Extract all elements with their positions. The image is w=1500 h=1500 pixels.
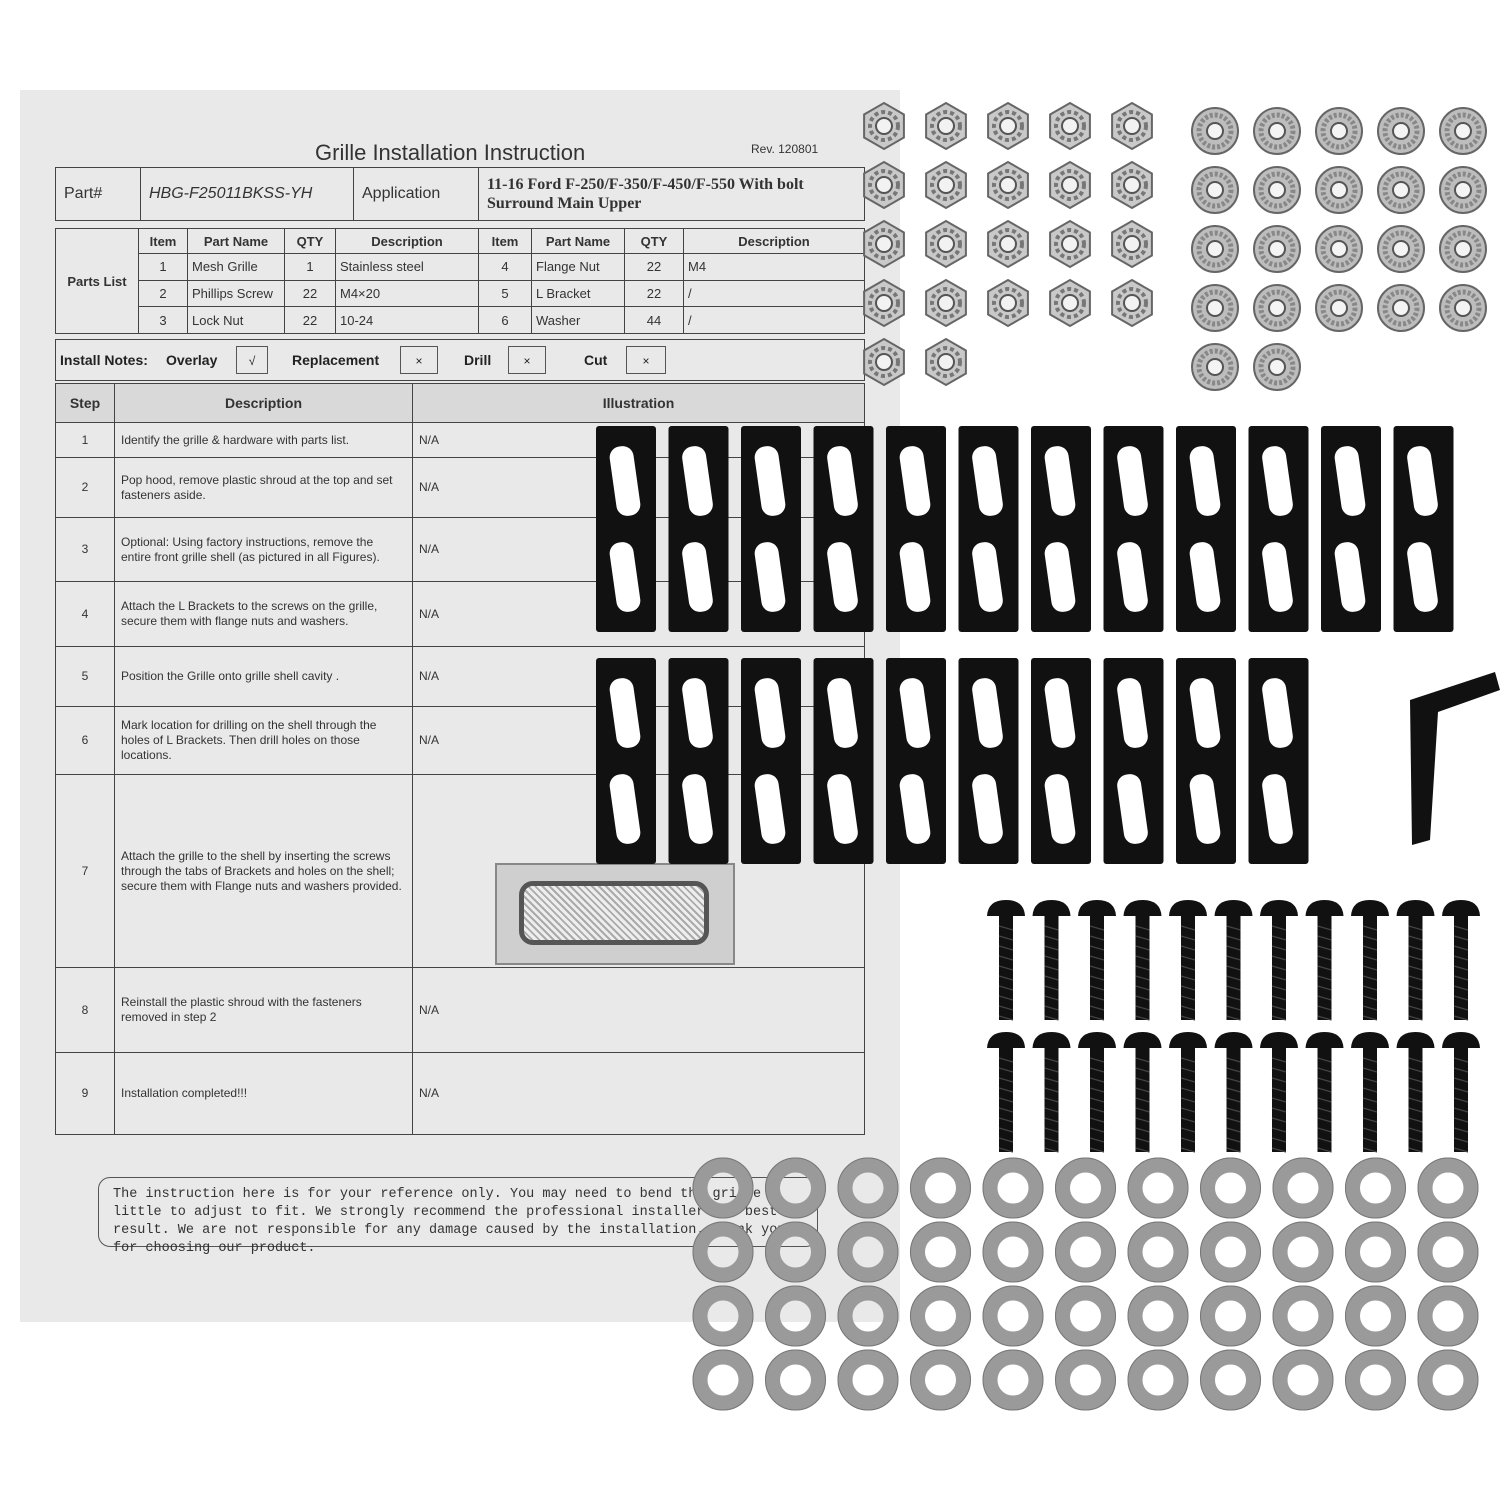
step-description: Installation completed!!! (115, 1052, 413, 1134)
step-number: 5 (56, 646, 115, 706)
l-bracket (669, 658, 729, 864)
step-illustration: N/A (413, 706, 865, 774)
step-illustration: N/A (413, 423, 865, 458)
notes-overlay-label: Overlay (166, 352, 218, 368)
washer (1128, 1158, 1188, 1218)
step-illustration: N/A (413, 646, 865, 706)
notes-cut-label: Cut (584, 352, 608, 368)
part-item: 5 (479, 280, 532, 307)
phillips-screw (1260, 900, 1298, 1020)
washer (1056, 1286, 1116, 1346)
flange-nut (1378, 167, 1424, 213)
step-description: Pop hood, remove plastic shroud at the top and set fasteners aside. (115, 458, 413, 518)
part-desc: M4×20 (336, 280, 479, 307)
phillips-screw (1351, 900, 1389, 1020)
lock-nut (864, 221, 904, 267)
l-bracket (1104, 426, 1164, 632)
steps-header-step: Step (56, 384, 115, 423)
application-label: Application (354, 168, 479, 221)
phillips-screw (1397, 900, 1435, 1020)
washer (693, 1286, 753, 1346)
part-name: Mesh Grille (188, 254, 285, 281)
lock-nut (864, 339, 904, 385)
step-number: 7 (56, 774, 115, 968)
washer (983, 1158, 1043, 1218)
phillips-screw (1169, 900, 1207, 1020)
washer (1346, 1350, 1406, 1410)
flange-nut (1254, 167, 1300, 213)
l-bracket (886, 658, 946, 864)
step-illustration: N/A (413, 458, 865, 518)
flange-nut (1192, 226, 1238, 272)
parts-header: Part Name (532, 229, 625, 254)
l-bracket (1249, 658, 1309, 864)
washer (838, 1222, 898, 1282)
part-qty: 22 (625, 280, 684, 307)
washer (911, 1350, 971, 1410)
phillips-screw (1306, 1032, 1344, 1152)
washer (1201, 1158, 1261, 1218)
part-name: L Bracket (532, 280, 625, 307)
washer (766, 1158, 826, 1218)
flange-nut (1316, 108, 1362, 154)
part-item: 4 (479, 254, 532, 281)
lock-nut (988, 221, 1028, 267)
step-illustration: N/A (413, 968, 865, 1052)
parts-header: Description (336, 229, 479, 254)
l-bracket (1031, 426, 1091, 632)
notes-drill-label: Drill (464, 352, 492, 368)
l-bracket (669, 426, 729, 632)
washer (693, 1350, 753, 1410)
l-bracket (959, 658, 1019, 864)
washer (693, 1158, 753, 1218)
lock-nut (926, 280, 966, 326)
part-desc: / (684, 307, 865, 334)
parts-list-label: Parts List (56, 229, 139, 334)
phillips-screw (1169, 1032, 1207, 1152)
phillips-screw (1215, 900, 1253, 1020)
washer (983, 1222, 1043, 1282)
step-description: Identify the grille & hardware with parts list. (115, 423, 413, 458)
notes-label: Install Notes: (60, 352, 148, 368)
part-desc: M4 (684, 254, 865, 281)
step-description: Position the Grille onto grille shell cavity . (115, 646, 413, 706)
washer (1201, 1350, 1261, 1410)
part-item: 3 (139, 307, 188, 334)
flange-nut (1378, 226, 1424, 272)
phillips-screw (1442, 900, 1480, 1020)
step-illustration: N/A (413, 1052, 865, 1134)
l-bracket (1176, 426, 1236, 632)
washer (1201, 1286, 1261, 1346)
parts-header: Item (479, 229, 532, 254)
washer (1418, 1286, 1478, 1346)
flange-nut (1378, 108, 1424, 154)
part-name: Washer (532, 307, 625, 334)
l-bracket (1321, 426, 1381, 632)
part-item: 1 (139, 254, 188, 281)
lock-nut (864, 162, 904, 208)
flange-nut (1440, 167, 1486, 213)
washer (1418, 1222, 1478, 1282)
flange-nut (1192, 285, 1238, 331)
washer (983, 1350, 1043, 1410)
phillips-screw (1397, 1032, 1435, 1152)
part-name: Lock Nut (188, 307, 285, 334)
lock-nut (988, 162, 1028, 208)
drill-checkbox: × (508, 346, 546, 374)
phillips-screw (1033, 1032, 1071, 1152)
flange-nut (1192, 344, 1238, 390)
phillips-screw (1442, 1032, 1480, 1152)
washer (1128, 1222, 1188, 1282)
l-bracket (959, 426, 1019, 632)
part-qty: 1 (285, 254, 336, 281)
parts-header: QTY (625, 229, 684, 254)
phillips-screw (1260, 1032, 1298, 1152)
lock-nut (1050, 280, 1090, 326)
sheet-title: Grille Installation Instruction (315, 140, 586, 165)
flange-nut (1192, 108, 1238, 154)
washer (1201, 1222, 1261, 1282)
phillips-screw (1033, 900, 1071, 1020)
washer (766, 1286, 826, 1346)
phillips-screw (1124, 1032, 1162, 1152)
step-number: 1 (56, 423, 115, 458)
flange-nut (1254, 344, 1300, 390)
lock-nut (864, 280, 904, 326)
step-description: Optional: Using factory instructions, remove the entire front grille shell (as pictured in all Figures). (115, 518, 413, 582)
parts-header: Part Name (188, 229, 285, 254)
l-bracket (886, 426, 946, 632)
step-description: Mark location for drilling on the shell through the holes of L Brackets. Then drill holes on those locations. (115, 706, 413, 774)
l-bracket (1031, 658, 1091, 864)
steps-header-illustration: Illustration (413, 384, 865, 423)
flange-nut (1440, 226, 1486, 272)
lock-nut (1050, 221, 1090, 267)
washer (911, 1286, 971, 1346)
part-qty: 44 (625, 307, 684, 334)
washer (838, 1158, 898, 1218)
part-name: Flange Nut (532, 254, 625, 281)
l-bracket (1104, 658, 1164, 864)
lock-nut (1112, 162, 1152, 208)
washer (1418, 1350, 1478, 1410)
part-name: Phillips Screw (188, 280, 285, 307)
part-number: HBG-F25011BKSS-YH (141, 168, 354, 221)
flange-nut (1378, 285, 1424, 331)
washer (1346, 1158, 1406, 1218)
flange-nut (1192, 167, 1238, 213)
flange-nut (1440, 285, 1486, 331)
step-number: 4 (56, 582, 115, 646)
overlay-checkbox: √ (236, 346, 268, 374)
lock-nut (1112, 221, 1152, 267)
lock-nut (1050, 162, 1090, 208)
step-number: 6 (56, 706, 115, 774)
lock-nut (988, 280, 1028, 326)
washer (1418, 1158, 1478, 1218)
washer (838, 1286, 898, 1346)
washer (1128, 1286, 1188, 1346)
washer (693, 1222, 753, 1282)
washer (1273, 1222, 1333, 1282)
washer (1346, 1222, 1406, 1282)
washer (983, 1286, 1043, 1346)
washer (1346, 1286, 1406, 1346)
l-bracket (1249, 426, 1309, 632)
l-bracket (596, 426, 656, 632)
part-item: 2 (139, 280, 188, 307)
flange-nut (1254, 108, 1300, 154)
part-label: Part# (56, 168, 141, 221)
step-number: 3 (56, 518, 115, 582)
washer (911, 1222, 971, 1282)
l-bracket (814, 658, 874, 864)
step-illustration: N/A (413, 518, 865, 582)
step-description: Attach the grille to the shell by inserting the screws through the tabs of Brackets and holes on the shell; secure them with Flange nuts and washers provided. (115, 774, 413, 968)
step-illustration: N/A (413, 582, 865, 646)
l-bracket (741, 658, 801, 864)
washer (1056, 1350, 1116, 1410)
part-qty: 22 (285, 280, 336, 307)
washer (1056, 1158, 1116, 1218)
flange-nut (1316, 167, 1362, 213)
lock-nut (926, 162, 966, 208)
phillips-screw (1078, 1032, 1116, 1152)
step-number: 2 (56, 458, 115, 518)
phillips-screw (1351, 1032, 1389, 1152)
lock-nut (1112, 103, 1152, 149)
flange-nut (1440, 108, 1486, 154)
parts-header: Description (684, 229, 865, 254)
part-desc: Stainless steel (336, 254, 479, 281)
parts-header: Item (139, 229, 188, 254)
lock-nut (988, 103, 1028, 149)
washer (766, 1222, 826, 1282)
notes-replacement-label: Replacement (292, 352, 380, 368)
part-qty: 22 (625, 254, 684, 281)
l-bracket (1176, 658, 1236, 864)
phillips-screw (1306, 900, 1344, 1020)
phillips-screw (1078, 900, 1116, 1020)
washer (838, 1350, 898, 1410)
flange-nut (1254, 226, 1300, 272)
part-desc: / (684, 280, 865, 307)
l-bracket (741, 426, 801, 632)
revision-label: Rev. 120801 (751, 142, 819, 156)
l-bracket (814, 426, 874, 632)
part-desc: 10-24 (336, 307, 479, 334)
washer (1128, 1350, 1188, 1410)
washer (766, 1350, 826, 1410)
phillips-screw (1215, 1032, 1253, 1152)
cut-checkbox: × (626, 346, 666, 374)
washer (1273, 1158, 1333, 1218)
l-bracket (1394, 426, 1454, 632)
lock-nut (926, 221, 966, 267)
phillips-screw (987, 1032, 1025, 1152)
phillips-screw (987, 900, 1025, 1020)
lock-nut (926, 103, 966, 149)
application-value: 11-16 Ford F-250/F-350/F-450/F-550 With bolt Surround Main Upper (479, 168, 865, 221)
washer (1273, 1350, 1333, 1410)
washer (911, 1158, 971, 1218)
flange-nut (1316, 226, 1362, 272)
part-item: 6 (479, 307, 532, 334)
l-bracket (596, 658, 656, 864)
washer (1056, 1222, 1116, 1282)
step-number: 9 (56, 1052, 115, 1134)
part-qty: 22 (285, 307, 336, 334)
step-description: Reinstall the plastic shroud with the fasteners removed in step 2 (115, 968, 413, 1052)
step-description: Attach the L Brackets to the screws on the grille, secure them with flange nuts and washers. (115, 582, 413, 646)
parts-header: QTY (285, 229, 336, 254)
lock-nut (926, 339, 966, 385)
lock-nut (864, 103, 904, 149)
flange-nut (1316, 285, 1362, 331)
flange-nut (1254, 285, 1300, 331)
steps-header-description: Description (115, 384, 413, 423)
disclaimer-box: The instruction here is for your reference only. You may need to bend the grille a little to adjust to fit. We strongly recommend the professional installer for best result. We are not responsible for any damage caused by the installation. Thank you for choosing our product. (98, 1177, 818, 1247)
step-number: 8 (56, 968, 115, 1052)
l-bracket-side-view (1410, 672, 1500, 845)
phillips-screw (1124, 900, 1162, 1020)
washer (1273, 1286, 1333, 1346)
replacement-checkbox: × (400, 346, 438, 374)
lock-nut (1112, 280, 1152, 326)
lock-nut (1050, 103, 1090, 149)
